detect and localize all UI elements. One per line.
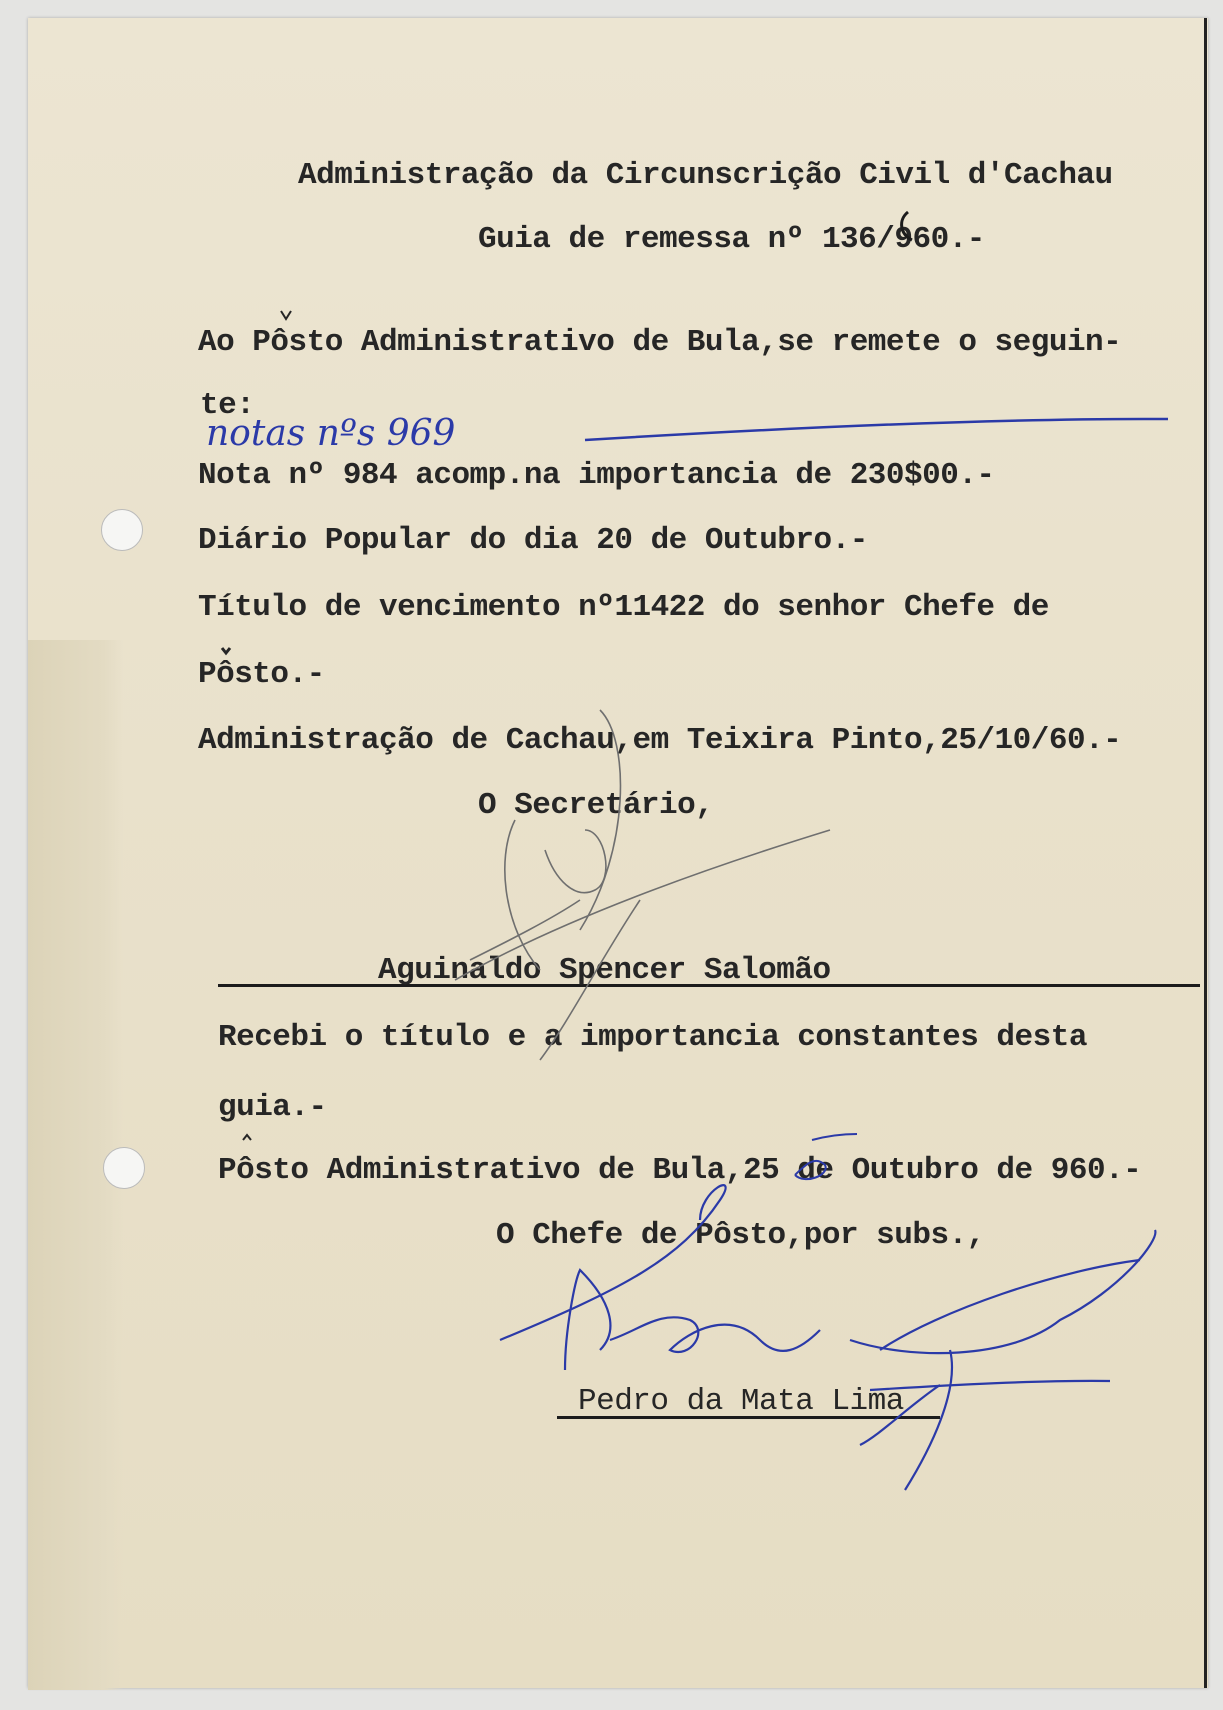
chief-name: Pedro da Mata Lima (578, 1384, 904, 1419)
secretary-title: O Secretário, (478, 788, 714, 823)
accent-mark (243, 1135, 251, 1140)
item-title-line-1: Título de vencimento nº11422 do senhor Chefe de (198, 590, 1049, 625)
chief-blue-signature (500, 1185, 1155, 1490)
administration-header: Administração da Circunscrição Civil d'Cachau (298, 158, 1113, 193)
item-newspaper: Diário Popular do dia 20 de Outubro.- (198, 523, 868, 558)
place-date-line: Administração de Cachau,em Teixira Pinto,25/10/60.- (198, 723, 1122, 758)
item-title-line-2: Pôsto.- (198, 657, 325, 692)
receipt-place-date: Pôsto Administrativo de Bula,25 de Outubro de 960.- (218, 1153, 1142, 1188)
intro-line-1: Ao Pôsto Administrativo de Bula,se remete o seguin- (198, 325, 1122, 360)
handwritten-note: notas nºs 969 (206, 413, 456, 454)
secretary-name: Aguinaldo Spencer Salomão (378, 953, 831, 988)
guide-number: Guia de remessa nº 136/960.- (478, 222, 985, 257)
handwritten-underline (585, 419, 1168, 440)
date-correction (795, 1134, 857, 1179)
secretary-pencil-signature (455, 710, 830, 1060)
intro-line-2: te: (200, 388, 255, 423)
accent-mark (222, 648, 230, 653)
receipt-line-1: Recebi o título e a importancia constantes desta (218, 1020, 1087, 1055)
number-correction (902, 212, 912, 240)
receipt-line-2: guia.- (218, 1090, 327, 1125)
chief-title: O Chefe de Pôsto,por subs., (496, 1218, 985, 1253)
accent-mark (281, 311, 291, 319)
item-note: Nota nº 984 acomp.na importancia de 230$00.- (198, 458, 995, 493)
